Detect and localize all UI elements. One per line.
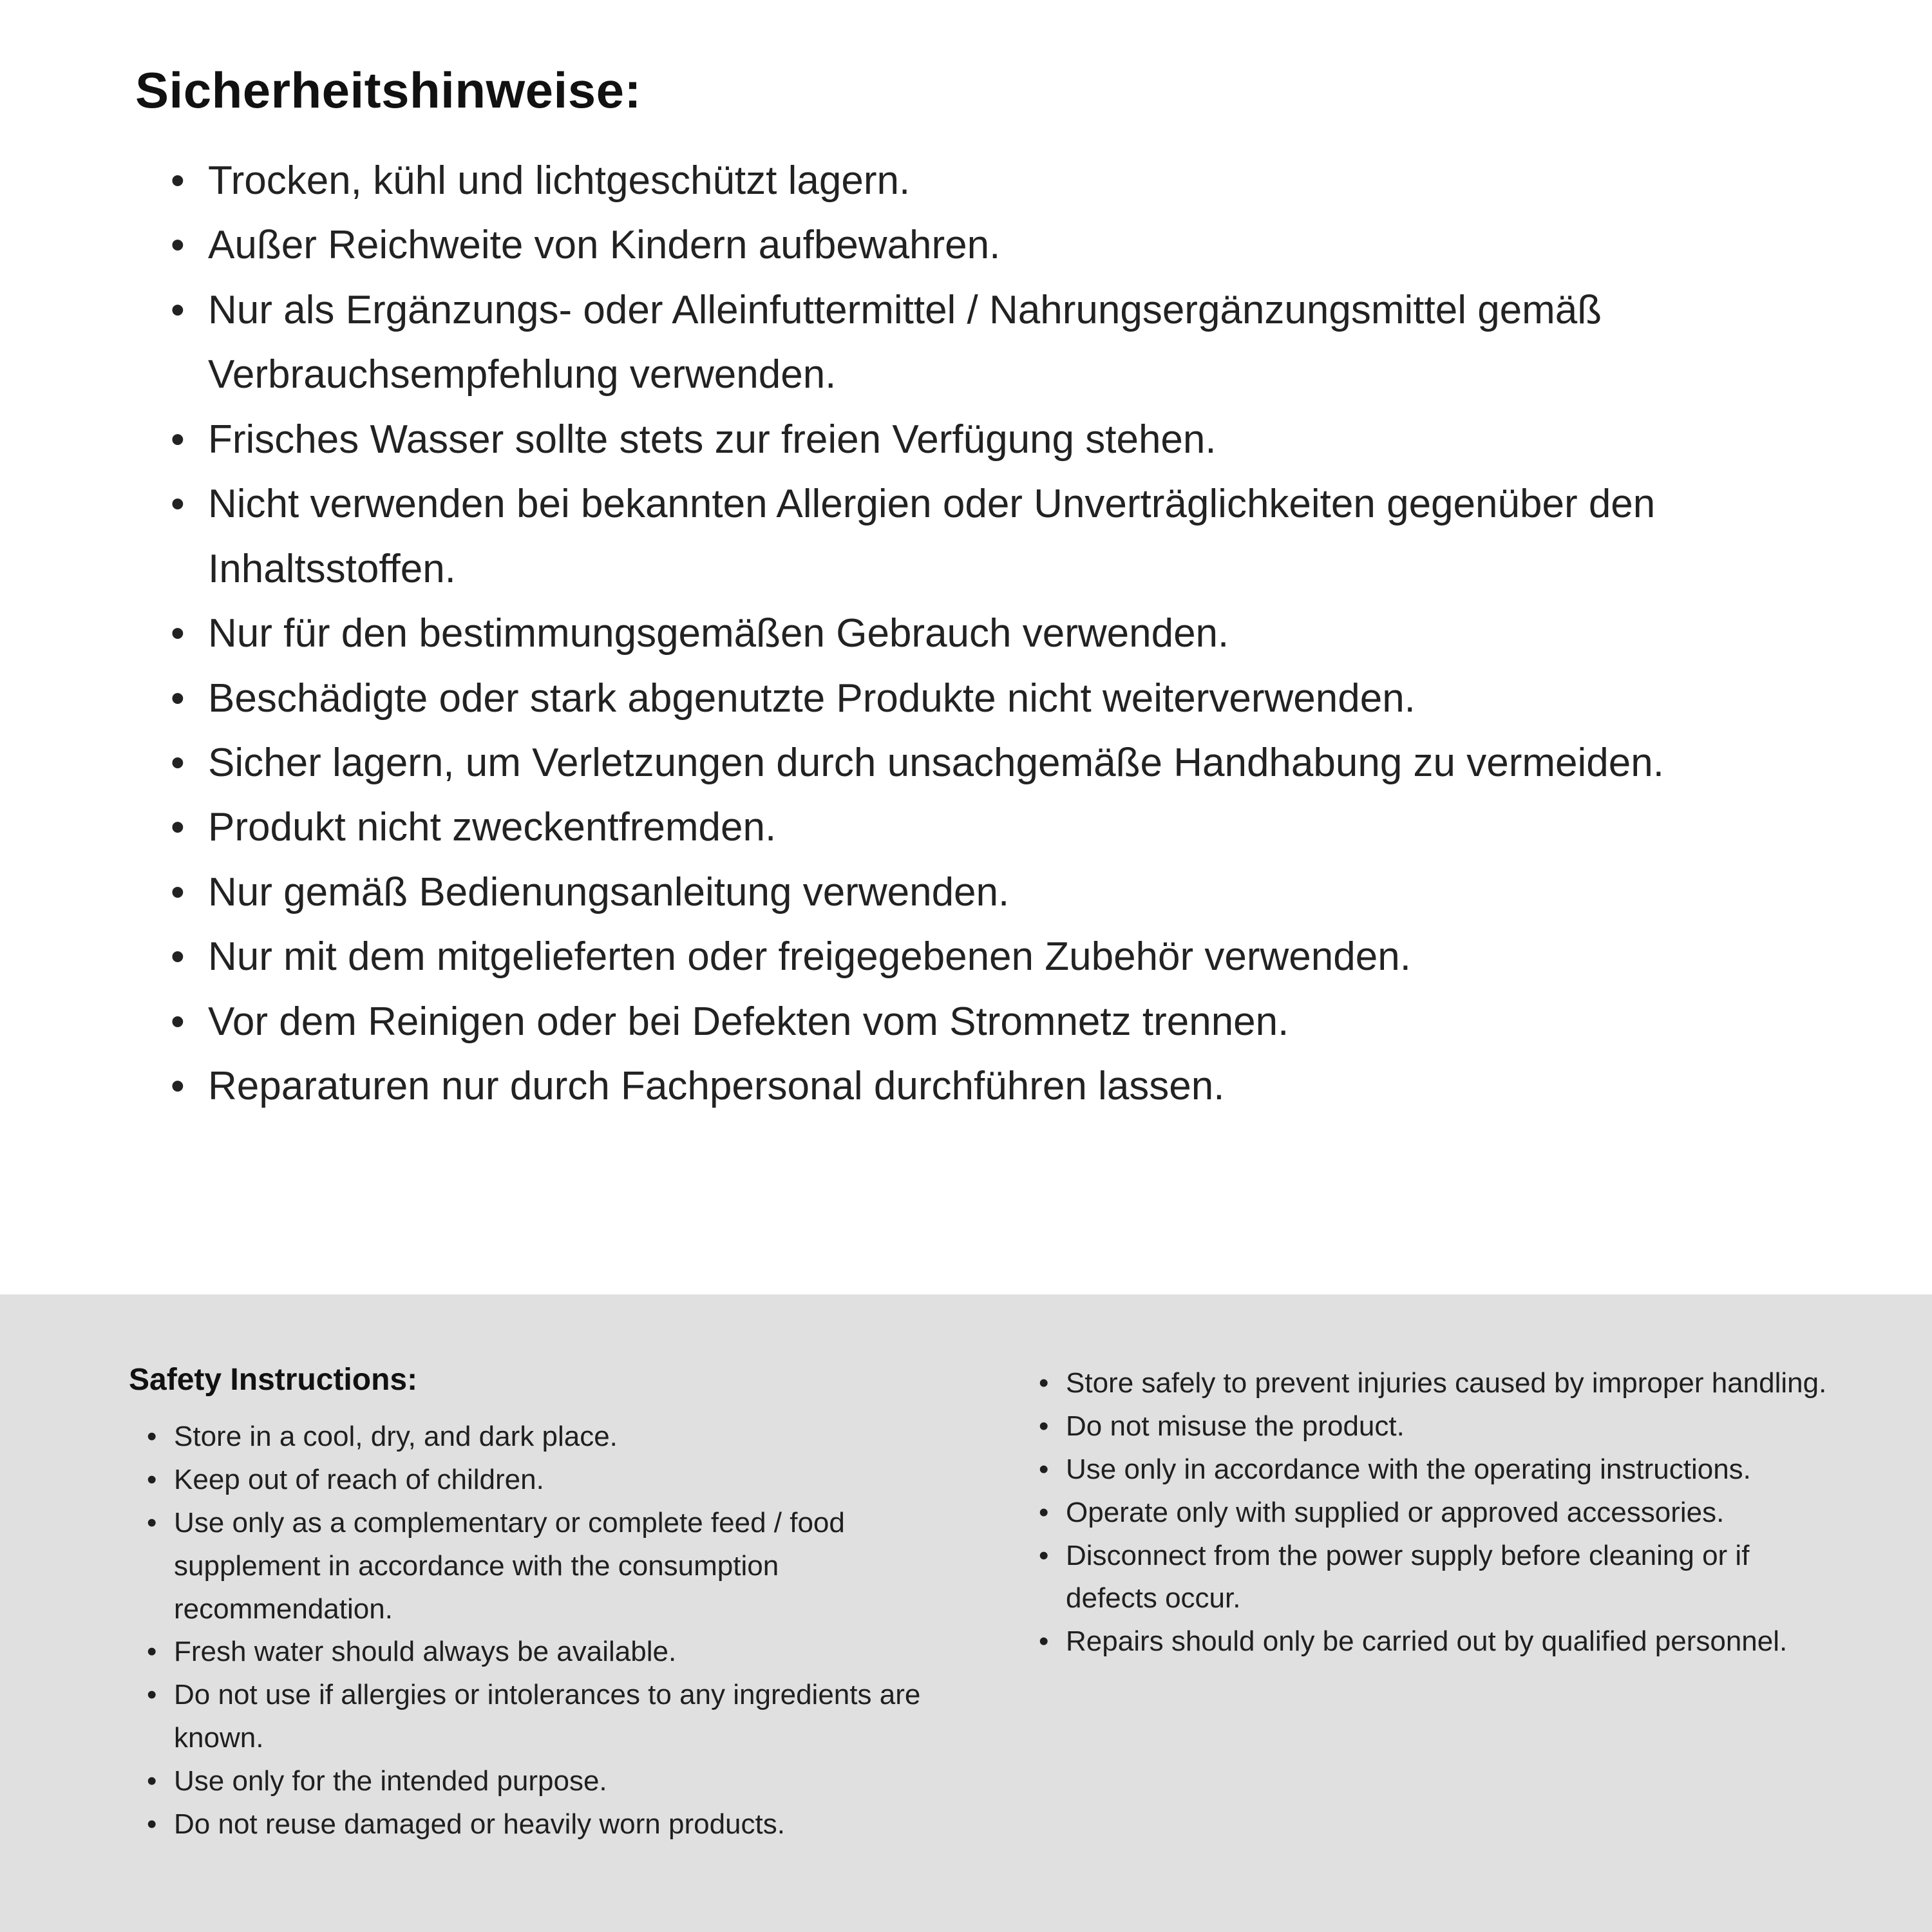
english-safety-item: • Repairs should only be carried out by qualified personnel. (1039, 1620, 1835, 1663)
english-columns (129, 1362, 1835, 1846)
english-safety-item: • Do not reuse damaged or heavily worn products. (147, 1803, 943, 1846)
english-left-column (129, 1362, 943, 1846)
german-safety-item: • Nur für den bestimmungsgemäßen Gebrauch verwenden. (171, 601, 1835, 666)
english-safety-item: • Keep out of reach of children. (147, 1459, 943, 1502)
german-safety-item: • Produkt nicht zweckentfremden. (171, 795, 1835, 860)
german-section-title: Sicherheitshinweise: (135, 62, 641, 118)
german-safety-item: • Nur gemäß Bedienungsanleitung verwenden. (171, 860, 1835, 925)
english-safety-item: • Do not use if allergies or intolerances to any ingredients are known. (147, 1674, 943, 1760)
english-safety-list-left (129, 1416, 943, 1846)
english-right-column (1021, 1362, 1835, 1846)
german-safety-item: • Sicher lagern, um Verletzungen durch unsachgemäße Handhabung zu vermeiden. (171, 731, 1835, 795)
german-safety-item: • Reparaturen nur durch Fachpersonal durchführen lassen. (171, 1054, 1835, 1119)
english-safety-item: • Disconnect from the power supply before cleaning or if defects occur. (1039, 1535, 1835, 1621)
english-safety-item: • Do not misuse the product. (1039, 1405, 1835, 1448)
german-safety-item: • Nur mit dem mitgelieferten oder freigegebenen Zubehör verwenden. (171, 925, 1835, 989)
german-safety-list (135, 149, 1835, 1119)
english-safety-item: • Use only as a complementary or complete feed / food supplement in accordance with the consumption recommendation. (147, 1502, 943, 1631)
german-safety-item: • Frisches Wasser sollte stets zur freien Verfügung stehen. (171, 408, 1835, 472)
english-safety-list-right (1021, 1362, 1835, 1663)
english-safety-item: • Store safely to prevent injuries caused by improper handling. (1039, 1362, 1835, 1405)
german-safety-item: • Beschädigte oder stark abgenutzte Produkte nicht weiterverwenden. (171, 667, 1835, 731)
german-safety-item: • Vor dem Reinigen oder bei Defekten vom Stromnetz trennen. (171, 990, 1835, 1054)
german-safety-item: • Trocken, kühl und lichtgeschützt lagern. (171, 149, 1835, 213)
english-safety-item: • Fresh water should always be available. (147, 1631, 943, 1674)
english-safety-section (0, 1294, 1932, 1932)
english-safety-item: • Use only in accordance with the operating instructions. (1039, 1448, 1835, 1492)
german-safety-item: • Nicht verwenden bei bekannten Allergien oder Unverträglichkeiten gegenüber den Inhaltsstoffen. (171, 472, 1835, 601)
english-safety-item: • Store in a cool, dry, and dark place. (147, 1416, 943, 1459)
english-safety-item: • Use only for the intended purpose. (147, 1760, 943, 1803)
english-section-title: Safety Instructions: (129, 1363, 418, 1397)
german-safety-item: • Außer Reichweite von Kindern aufbewahren. (171, 213, 1835, 278)
english-safety-item: • Operate only with supplied or approved accessories. (1039, 1492, 1835, 1535)
german-safety-item: • Nur als Ergänzungs- oder Alleinfuttermittel / Nahrungsergänzungsmittel gemäß Verbrauchsempfehlung verwenden. (171, 278, 1835, 408)
